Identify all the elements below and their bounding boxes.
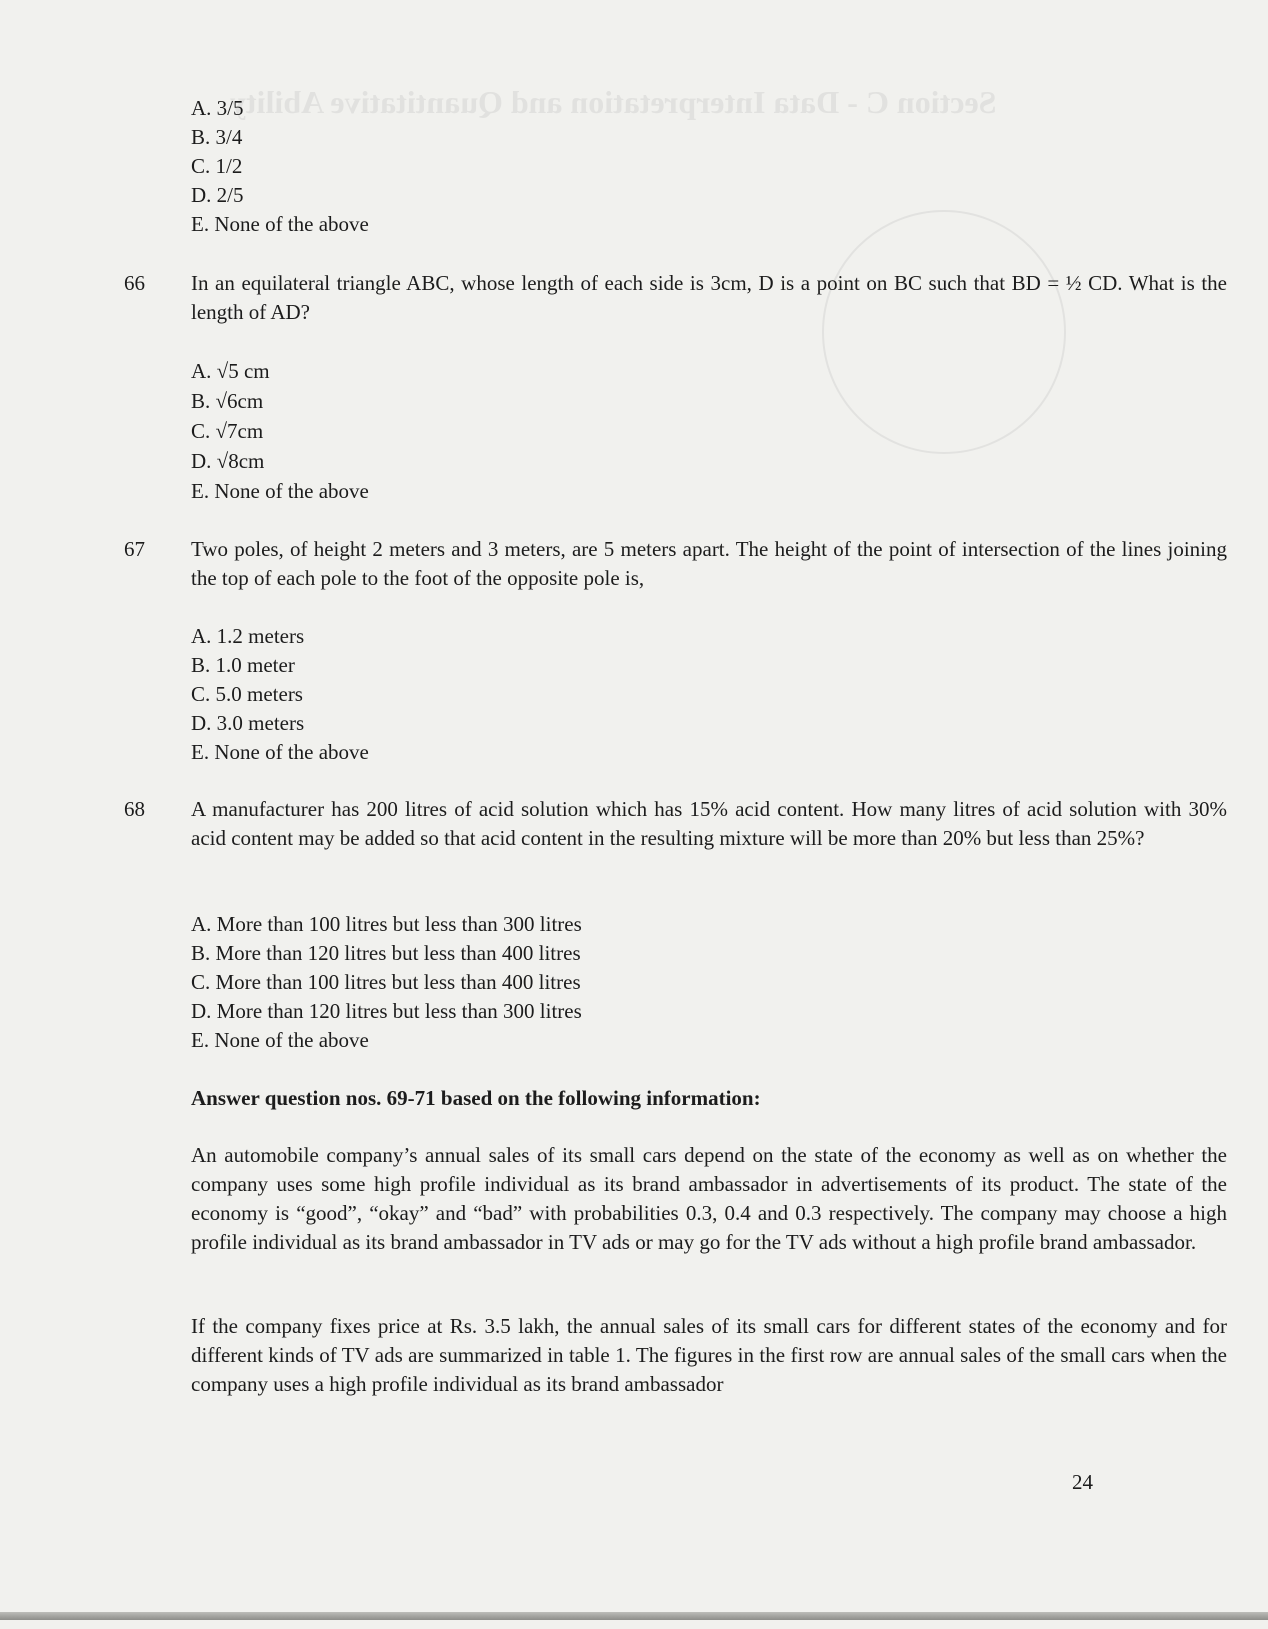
option-a: A. 3/5 — [191, 96, 244, 120]
option-e: E. None of the above — [191, 1028, 369, 1052]
option-a: A. 1.2 meters — [191, 624, 305, 648]
page-number: 24 — [1072, 1470, 1093, 1494]
option-b: B. √6cm — [191, 389, 264, 413]
question-number: 66 — [124, 271, 145, 295]
option-d: D. 3.0 meters — [191, 711, 305, 735]
option-d: D. More than 120 litres but less than 300 litres — [191, 999, 582, 1023]
scan-edge — [0, 1612, 1268, 1620]
info-paragraph-1: An automobile company’s annual sales of its small cars depend on the state of the economy as well as on whether the company uses some high profile individual as its brand ambassador in advertisements of its product. The state of the economy is “good”, “okay” and “bad” with probabilities 0.3, 0.4 and 0.3 respectively. The company may choose a high profile individual as its brand ambassador in TV ads or may go for the TV ads without a high profile brand ambassador. — [191, 1143, 1227, 1254]
option-b: B. 1.0 meter — [191, 653, 295, 677]
option-b: B. More than 120 litres but less than 400 litres — [191, 941, 581, 965]
option-e: E. None of the above — [191, 740, 369, 764]
option-c: C. 1/2 — [191, 154, 243, 178]
question-number: 67 — [124, 537, 145, 561]
option-a: A. √5 cm — [191, 359, 270, 383]
option-d: D. √8cm — [191, 449, 265, 473]
option-b: B. 3/4 — [191, 125, 243, 149]
question-text: A manufacturer has 200 litres of acid solution which has 15% acid content. How many litres of acid solution with 30% acid content may be added so that acid content in the resulting mixture will be more than 20% but less than 25%? — [191, 797, 1227, 850]
question-text: Two poles, of height 2 meters and 3 meters, are 5 meters apart. The height of the point of intersection of the lines joining the top of each pole to the foot of the opposite pole is, — [191, 537, 1227, 590]
option-d: D. 2/5 — [191, 183, 244, 207]
option-c: C. √7cm — [191, 419, 264, 443]
option-c: C. More than 100 litres but less than 400 litres — [191, 970, 581, 994]
question-text: In an equilateral triangle ABC, whose length of each side is 3cm, D is a point on BC such that BD = ½ CD. What is the length of AD? — [191, 271, 1227, 324]
option-c: C. 5.0 meters — [191, 682, 303, 706]
info-paragraph-2: If the company fixes price at Rs. 3.5 lakh, the annual sales of its small cars for different states of the economy and for different kinds of TV ads are summarized in table 1. The figures in the first row are annual sales of the small cars when the company uses a high profile individual as its brand ambassador — [191, 1314, 1227, 1396]
option-a: A. More than 100 litres but less than 300 litres — [191, 912, 582, 936]
option-e: E. None of the above — [191, 212, 369, 236]
question-number: 68 — [124, 797, 145, 821]
info-heading: Answer question nos. 69-71 based on the following information: — [191, 1086, 761, 1110]
option-e: E. None of the above — [191, 479, 369, 503]
bleed-through-figure — [822, 210, 1066, 454]
bleed-through-text: Section C - Data Interpretation and Quantitative Ability — [230, 84, 997, 120]
